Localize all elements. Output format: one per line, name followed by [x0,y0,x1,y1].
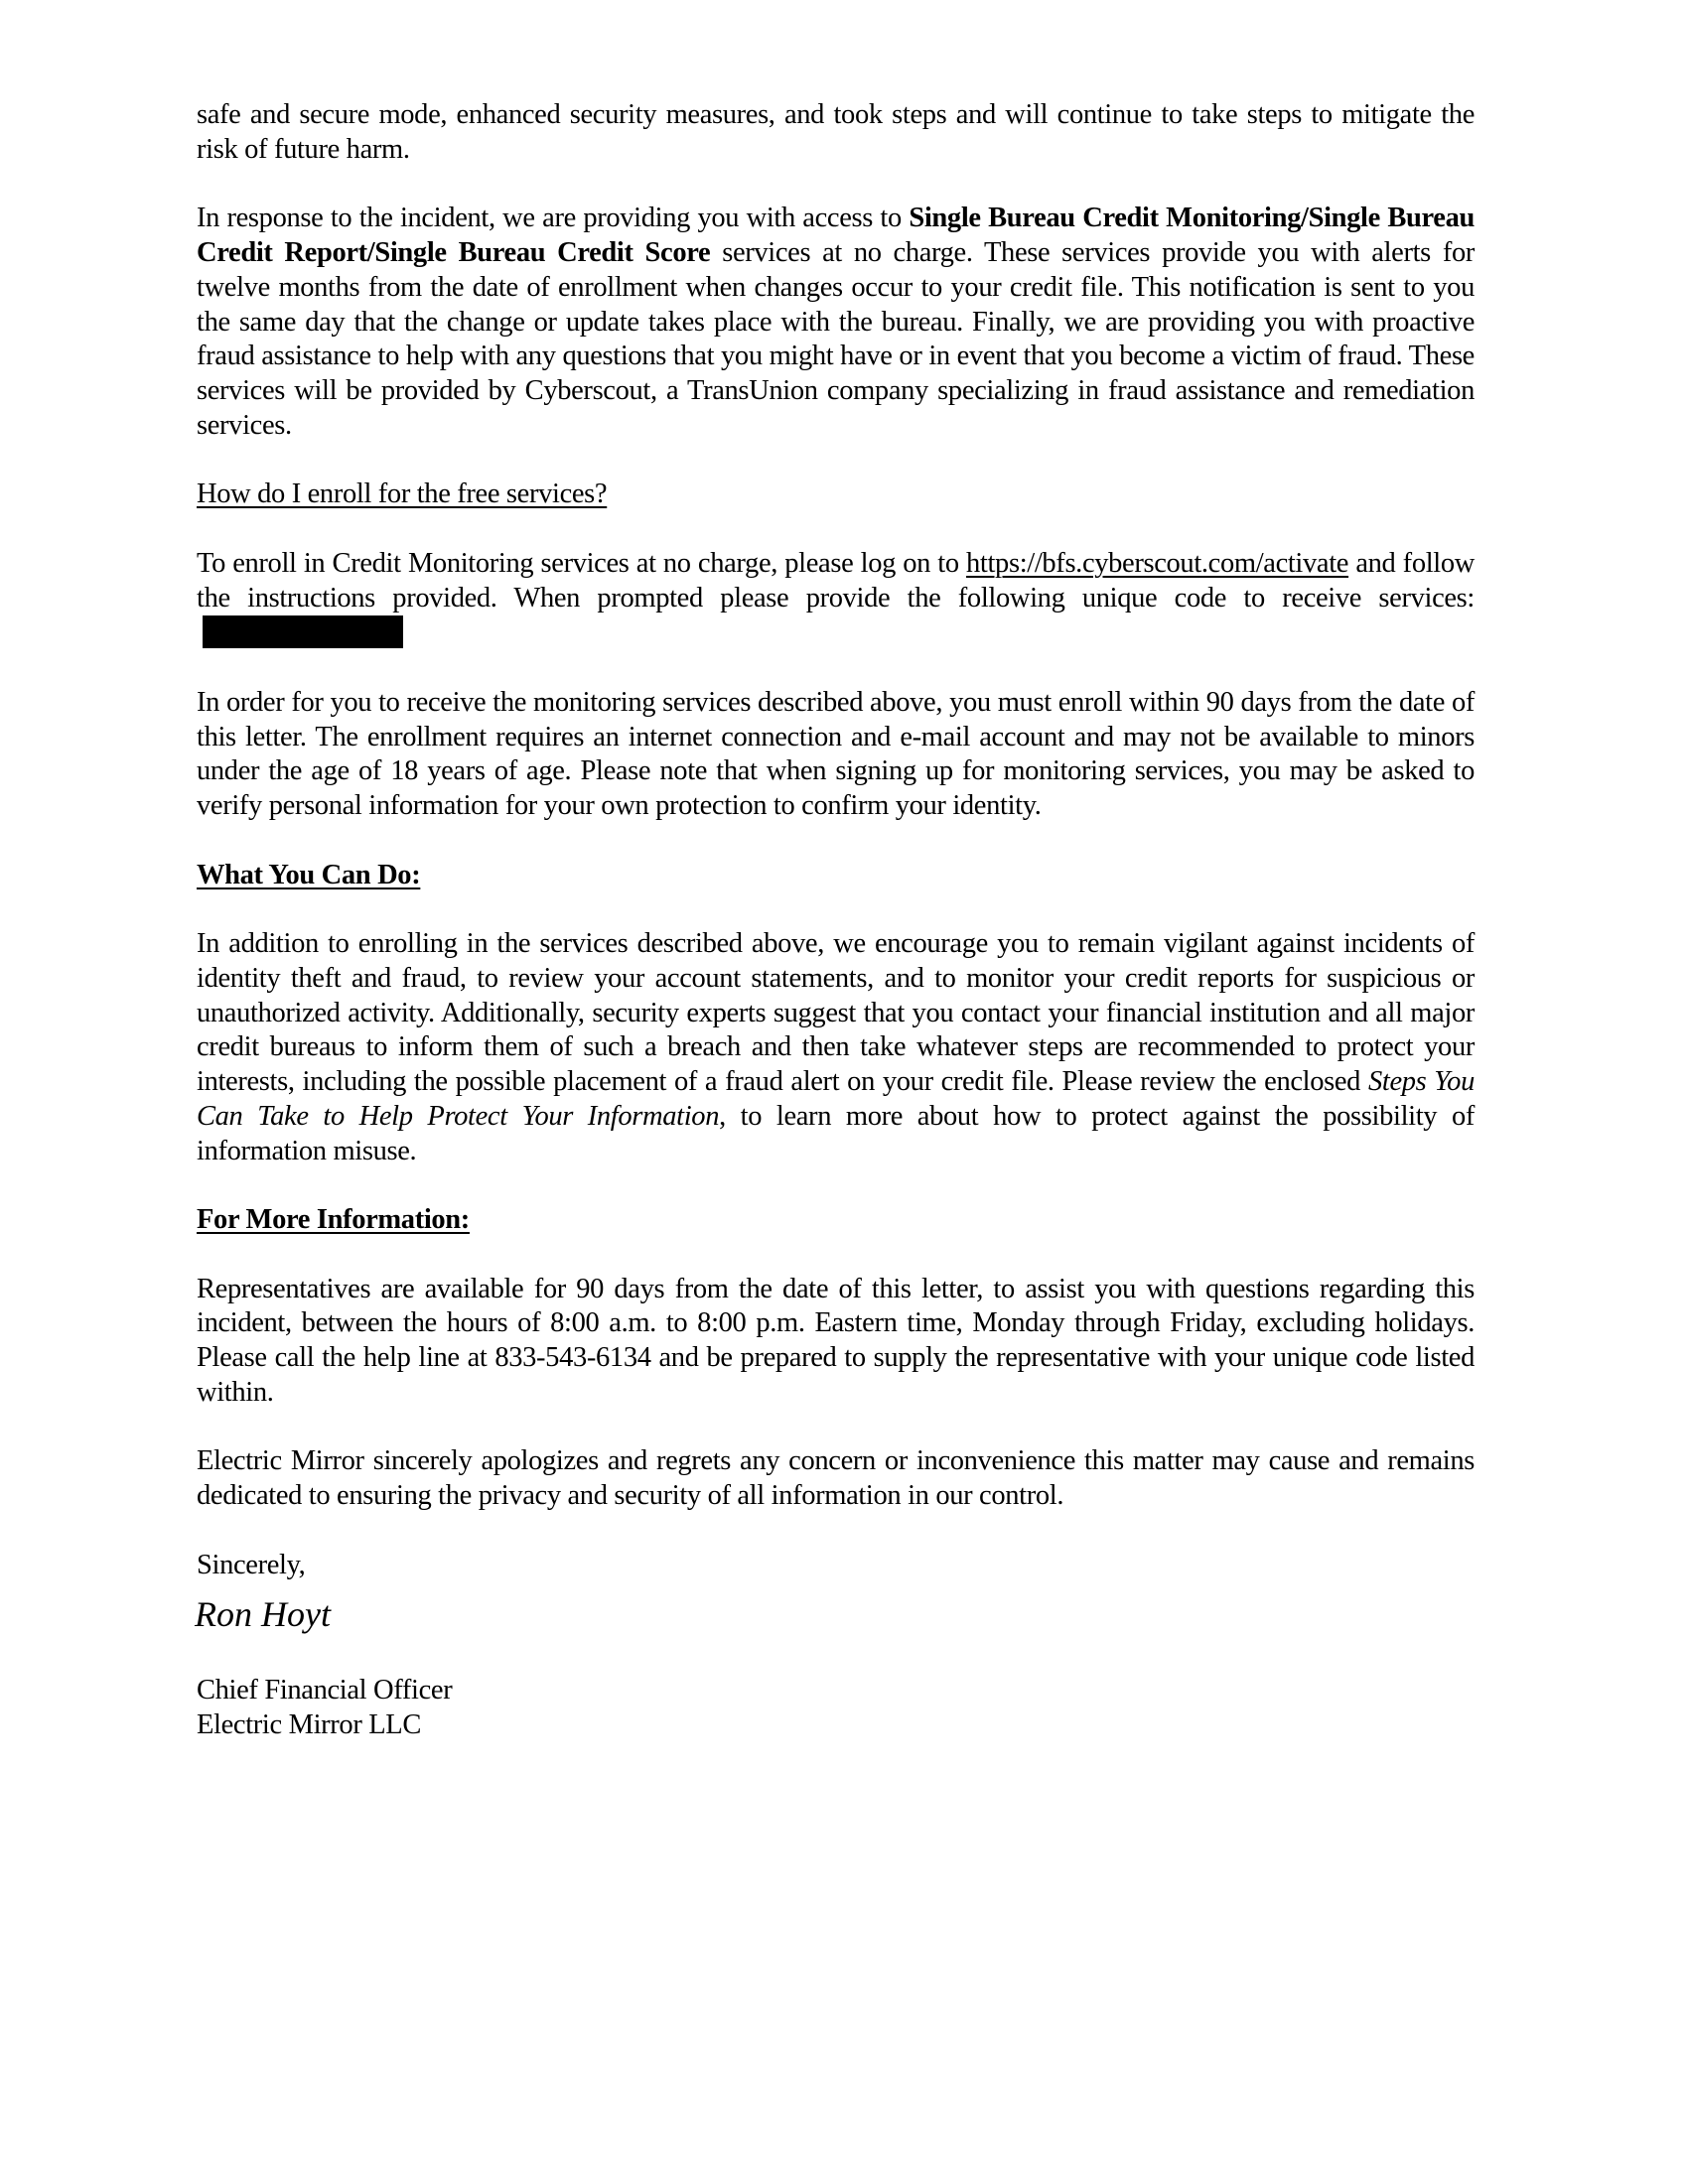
signer-block [197,1674,1475,1743]
services-text-post: services at no charge. These services provide you with alerts for twelve months from the date of enrollment when changes occur to your credit file. This notification is sent to you the same day that the change or update takes place with the bureau. Finally, we are providing you with proactive fraud assistance to help with any questions that you might have or in event that you become a victim of fraud. These services will be provided by Cyberscout, a TransUnion company specializing in fraud assistance and remediation services. [197,237,1475,441]
enroll-text-pre: To enroll in Credit Monitoring services at no charge, please log on to [197,547,967,579]
more-heading-text: For More Information: [197,1204,470,1235]
enroll-paragraph [197,547,1475,651]
intro-paragraph: safe and secure mode, enhanced security measures, and took steps and will continue to take steps to mitigate the risk of future harm. [197,99,1475,165]
services-text-pre: In response to the incident, we are providing you with access to [197,203,910,234]
signer-title: Chief Financial Officer [197,1675,453,1706]
what-text-post: , to learn more about how to protect against the possibility of information misuse. [197,1100,1475,1166]
letter-page [197,98,1475,1743]
what-paragraph [197,927,1475,1168]
enrollment-deadline-paragraph: In order for you to receive the monitoring services described above, you must enroll within 90 days from the date of this letter. The enrollment requires an internet connection and e-mail account and may not be available to minors under the age of 18 years of age. Please note that when signing up for monitoring services, you may be asked to verify personal information for your own protection to confirm your identity. [197,686,1475,821]
enclosure-title: Steps You Can Take to Help Protect Your Information [197,1066,1475,1132]
enroll-heading [197,478,1475,512]
services-name: Single Bureau Credit Monitoring/Single Bureau Credit Report/Single Bureau Credit Score [197,203,1475,268]
representatives-paragraph: Representatives are available for 90 days from the date of this letter, to assist you with questions regarding this incident, between the hours of 8:00 a.m. to 8:00 p.m. Eastern time, Monday through Friday, excluding holidays. Please call the help line at 833-543-6134 and be prepared to supply the representative with your unique code listed within. [197,1273,1475,1408]
more-heading [197,1203,1475,1238]
apology-paragraph: Electric Mirror sincerely apologizes and regrets any concern or inconvenience this matter may cause and remains dedicated to ensuring the privacy and security of all information in our control. [197,1445,1475,1511]
services-paragraph [197,202,1475,443]
what-heading [197,859,1475,893]
enroll-heading-text: How do I enroll for the free services? [197,478,608,510]
closing: Sincerely, [197,1549,306,1580]
signer-company: Electric Mirror LLC [197,1709,422,1740]
what-text-pre: In addition to enrolling in the services described above, we encourage you to remain vigilant against incidents of identity theft and fraud, to review your account statements, and to monitor your credit reports for suspicious or unauthorized activity. Additionally, security experts suggest that you contact your financial institution and all major credit bureaus to inform them of such a breach and then take whatever steps are recommended to protect your interests, including the possible placement of a fraud alert on your credit file. Please review the enclosed [197,928,1475,1097]
what-heading-text: What You Can Do: [197,859,421,890]
enroll-link[interactable]: https://bfs.cyberscout.com/activate [966,547,1349,579]
enroll-text-post: and follow the instructions provided. When prompted please provide the following unique code to receive services: [197,547,1475,614]
redacted-code [203,615,403,648]
signature: Ron Hoyt [195,1594,331,1635]
